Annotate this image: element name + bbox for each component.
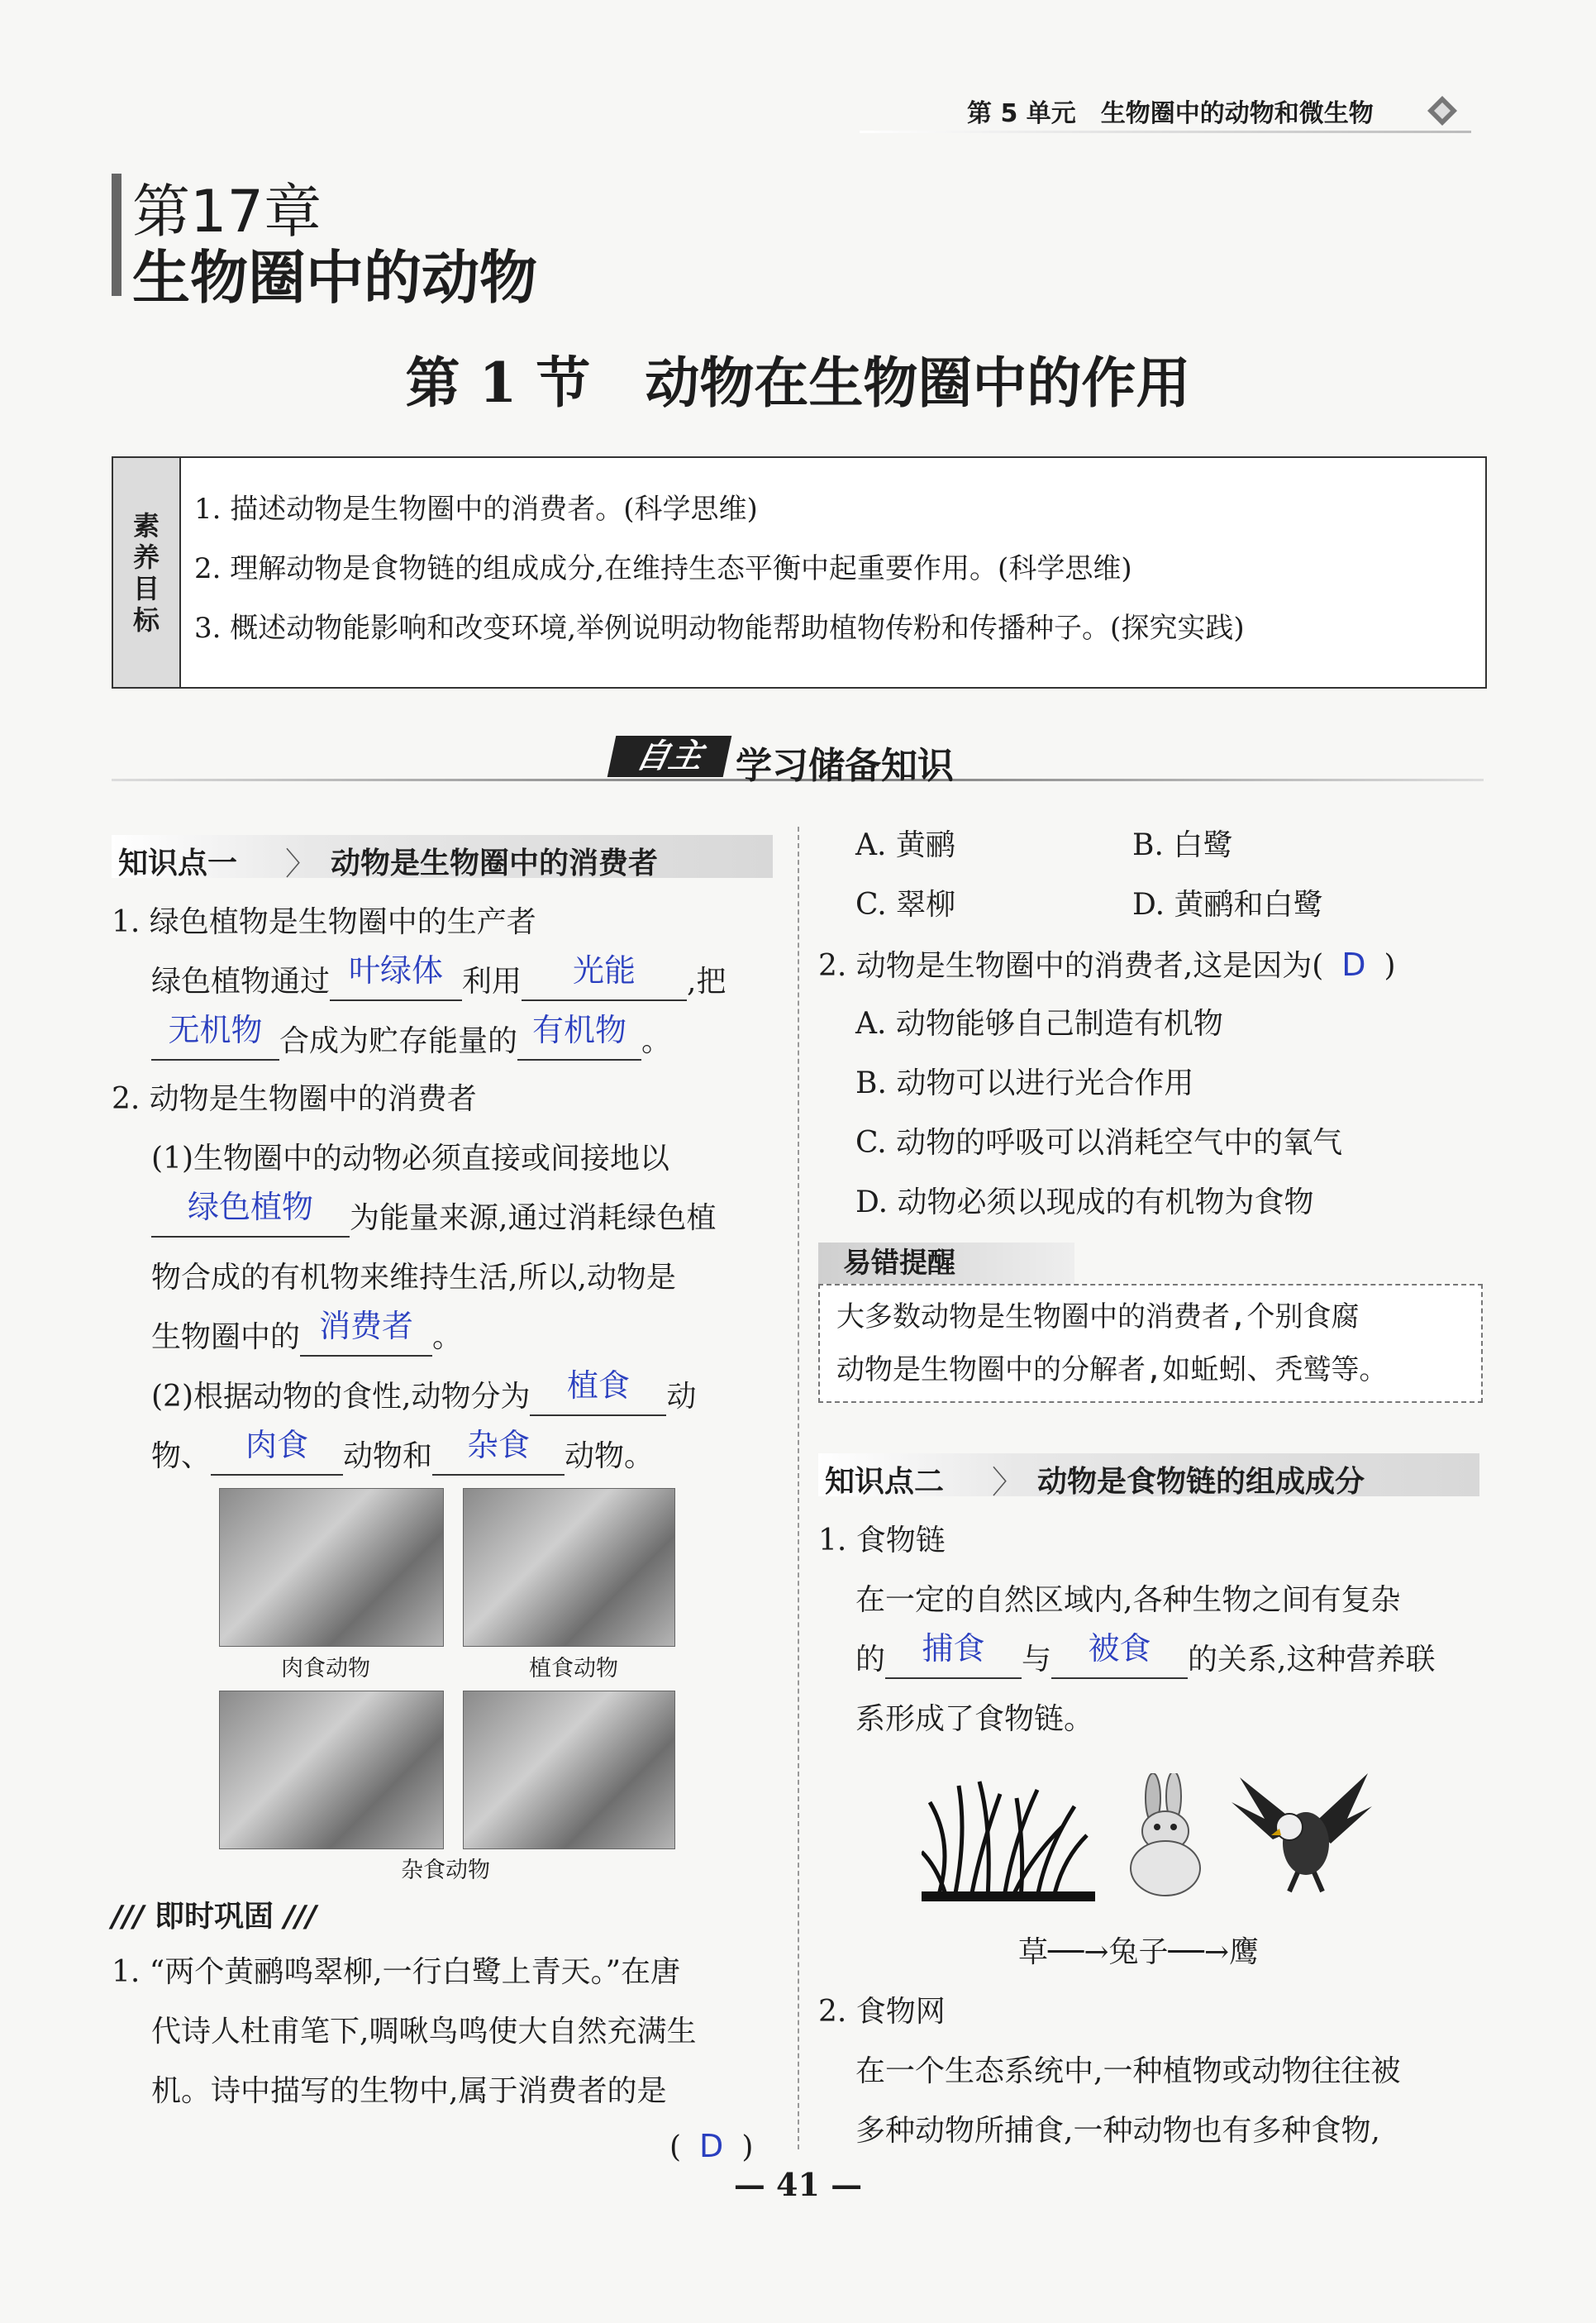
- kp2-tag: 知识点二: [825, 1465, 945, 1499]
- tip-title: 易错提醒: [818, 1243, 1074, 1284]
- caption-carnivore: 肉食动物: [281, 1656, 370, 1681]
- answer-handwritten: 光能: [573, 952, 636, 989]
- chapter-bar: [112, 174, 121, 296]
- answer-handwritten: 绿色植物: [187, 1189, 313, 1225]
- answer-handwritten: 植食: [566, 1367, 630, 1404]
- chapter-number: 第17章: [132, 178, 322, 246]
- section-title: 第 1 节 动物在生物圈中的作用: [405, 351, 1191, 415]
- slash-decoration: ///: [112, 1900, 145, 1934]
- chevron-right-icon: 〉: [285, 846, 317, 882]
- study-logo: 自主: [607, 736, 732, 777]
- practice-q2-optC: C. 动物的呼吸可以消耗空气中的氧气: [855, 1126, 1343, 1160]
- slash-decoration: ///: [283, 1900, 317, 1934]
- practice-q2-optD: D. 动物必须以现成的有机物为食物: [855, 1185, 1314, 1219]
- goals-label-char: 标: [132, 603, 160, 636]
- goals-box: [112, 456, 1487, 689]
- kp2-q1-title: 1. 食物链: [818, 1524, 946, 1557]
- goals-label-cell: [113, 458, 181, 687]
- answer-handwritten: 消费者: [319, 1308, 414, 1344]
- goals-label-char: 养: [132, 541, 160, 573]
- kp2-header: [818, 1453, 1479, 1500]
- kp1-q1-line2: 无机物 合成为贮存能量的 有机物 。: [151, 1017, 671, 1066]
- kp2-q2-line2: 多种动物所捕食,一种动物也有多种食物,: [855, 2114, 1380, 2148]
- practice-q1-optA: A. 黄鹂: [855, 828, 955, 862]
- kp1-tag: 知识点一: [118, 847, 238, 880]
- practice-q2-stem: 2. 动物是生物圈中的消费者,这是因为( D ): [818, 947, 1396, 983]
- chapter-title: 生物圈中的动物: [132, 244, 537, 312]
- grass-illustration: [922, 1777, 1095, 1901]
- kp1-q1-title: 1. 绿色植物是生物圈中的生产者: [112, 905, 536, 939]
- kp2-q1-line2: 的 捕食 与 被食 的关系,这种营养联: [855, 1635, 1435, 1685]
- practice-header: [112, 1893, 317, 1935]
- photo-cow: [463, 1488, 675, 1647]
- unit-header-text: 第 5 单元 生物圈中的动物和微生物: [967, 99, 1374, 128]
- kp2-q2-title: 2. 食物网: [818, 1995, 946, 2029]
- answer-handwritten: 被食: [1088, 1630, 1151, 1667]
- practice-q1-optD: D. 黄鹂和白鹭: [1132, 888, 1323, 922]
- kp1-q2-2-line2: 物、 肉食 动物和 杂食 动物。: [151, 1432, 654, 1481]
- answer-handwritten: 叶绿体: [349, 952, 444, 989]
- answer-handwritten: D: [1341, 947, 1366, 983]
- caption-omnivore: 杂食动物: [401, 1858, 490, 1883]
- answer-handwritten: 有机物: [532, 1012, 627, 1048]
- study-title: 学习储备知识: [736, 745, 954, 787]
- photo-boar-leopard: [463, 1691, 675, 1849]
- practice-q2-optB: B. 动物可以进行光合作用: [855, 1066, 1194, 1100]
- goal-item: 1. 描述动物是生物圈中的消费者。(科学思维): [194, 493, 758, 526]
- practice-q1-line2: 代诗人杜甫笔下,啁啾鸟鸣使大自然充满生: [151, 2015, 697, 2049]
- caption-herbivore: 植食动物: [529, 1656, 618, 1681]
- kp1-q2-1-line3: 物合成的有机物来维持生活,所以,动物是: [151, 1261, 676, 1295]
- practice-q2-optA: A. 动物能够自己制造有机物: [855, 1007, 1223, 1041]
- practice-q1-line1: 1. “两个黄鹂鸣翠柳,一行白鹭上青天。”在唐: [112, 1955, 681, 1989]
- photo-cheetah-gazelle: [219, 1488, 444, 1647]
- kp2-q1-line1: 在一定的自然区域内,各种生物之间有复杂: [855, 1583, 1401, 1617]
- kp1-q2-1-line2: 绿色植物 为能量来源,通过消耗绿色植: [151, 1194, 716, 1243]
- tip-box: [818, 1284, 1483, 1403]
- header-rule: [860, 131, 1471, 133]
- kp2-q1-line3: 系形成了食物链。: [855, 1702, 1094, 1736]
- column-divider: [798, 827, 799, 2149]
- kp1-q2-title: 2. 动物是生物圈中的消费者: [112, 1082, 477, 1116]
- answer-handwritten: 捕食: [922, 1630, 985, 1667]
- diamond-icon: [1426, 94, 1459, 127]
- photo-pig: [219, 1691, 444, 1849]
- practice-q1-optC: C. 翠柳: [855, 888, 956, 922]
- food-chain-label: 草──→兔子──→鹰: [1018, 1935, 1260, 1969]
- goals-label-char: 素: [132, 509, 160, 541]
- study-banner: [112, 736, 1484, 785]
- kp1-header: [112, 835, 773, 882]
- goal-item: 2. 理解动物是食物链的组成成分,在维持生态平衡中起重要作用。(科学思维): [194, 552, 1132, 585]
- answer-handwritten: 无机物: [168, 1012, 263, 1048]
- kp1-q2-2-line1: (2)根据动物的食性,动物分为 植食 动: [151, 1372, 696, 1422]
- kp2-title: 动物是食物链的组成成分: [1037, 1465, 1365, 1499]
- kp2-q2-line1: 在一个生态系统中,一种植物或动物往往被: [855, 2054, 1401, 2088]
- practice-title: 即时巩固: [155, 1900, 274, 1934]
- page-number: — 41 —: [733, 2166, 863, 2203]
- tip-line: 大多数动物是生物圈中的消费者,个别食腐: [836, 1300, 1360, 1333]
- answer-handwritten: 肉食: [245, 1427, 309, 1463]
- answer-handwritten: 杂食: [467, 1427, 531, 1463]
- kp1-title: 动物是生物圈中的消费者: [331, 847, 659, 880]
- chevron-right-icon: 〉: [992, 1464, 1024, 1500]
- eagle-illustration: [1232, 1769, 1372, 1893]
- rabbit-illustration: [1120, 1773, 1211, 1897]
- goals-label-char: 目: [132, 572, 160, 604]
- tip-line: 动物是生物圈中的分解者,如蚯蚓、秃鹫等。: [836, 1353, 1388, 1386]
- goal-item: 3. 概述动物能影响和改变环境,举例说明动物能帮助植物传粉和传播种子。(探究实践): [194, 612, 1245, 645]
- kp1-q2-1-line1: (1)生物圈中的动物必须直接或间接地以: [151, 1142, 669, 1176]
- answer-handwritten: D: [699, 2128, 724, 2164]
- practice-q1-line3: 机。诗中描写的生物中,属于消费者的是: [151, 2074, 667, 2108]
- unit-header: [967, 93, 1463, 131]
- practice-q1-answer-paren: ( D ): [669, 2128, 754, 2164]
- practice-q1-optB: B. 白鹭: [1132, 828, 1233, 862]
- kp1-q1-line1: 绿色植物通过 叶绿体 利用 光能 ,把: [151, 957, 726, 1007]
- kp1-q2-1-line4: 生物圈中的 消费者 。: [151, 1313, 462, 1362]
